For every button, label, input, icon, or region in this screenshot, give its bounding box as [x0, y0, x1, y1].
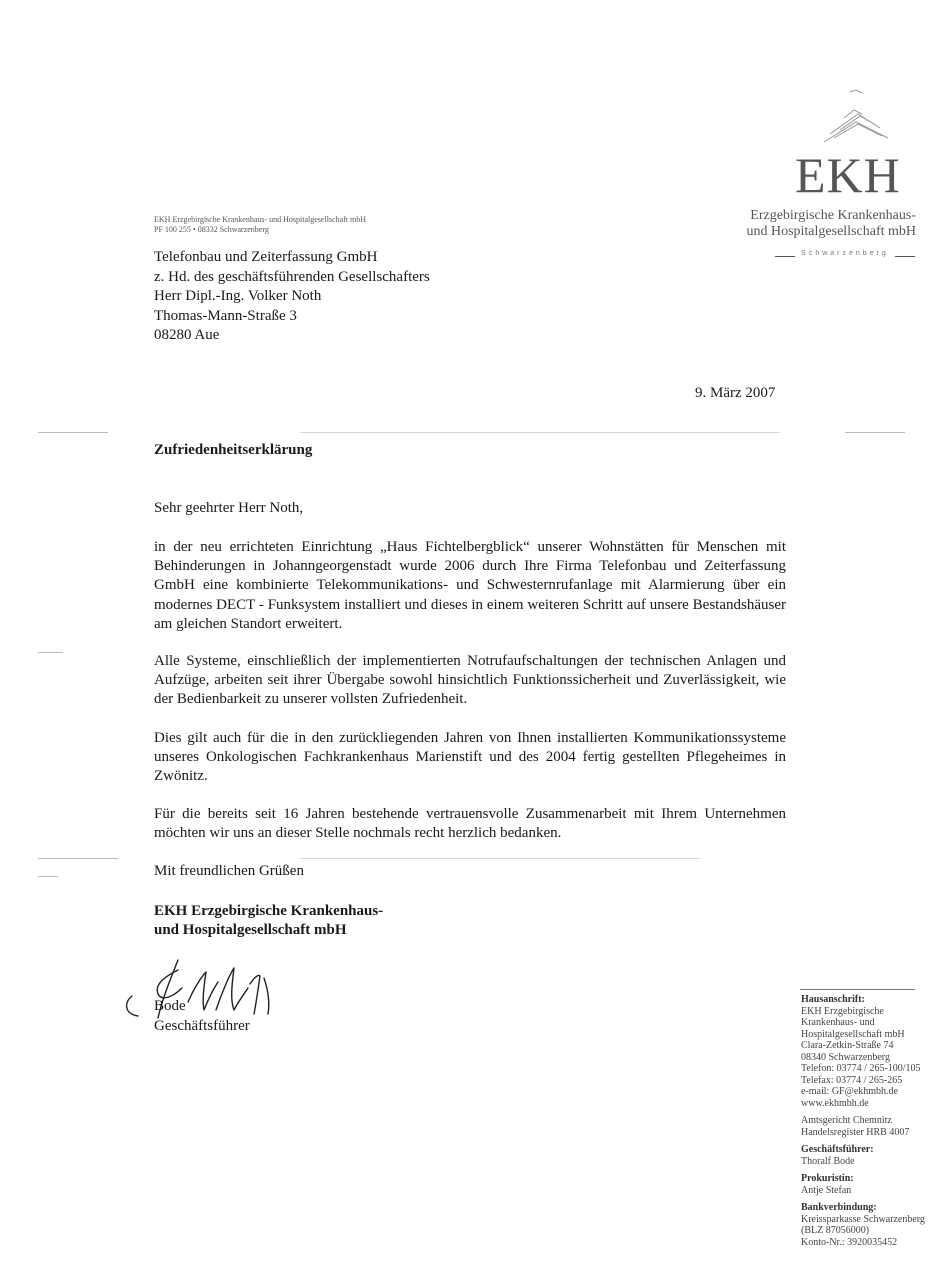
footer-website: www.ekhmbh.de	[801, 1097, 869, 1109]
body-paragraph-3: Dies gilt auch für die in den zurückliegenden Jahren von Ihnen installierten Kommunikationssysteme unseres Onkologischen Fachkrankenhaus Marienstift und des 2004 fertig gestellten Pflegeheimes in Zwönitz.	[154, 730, 786, 785]
letter-closing: Mit freundlichen Grüßen	[154, 863, 304, 879]
recipient-line: Herr Dipl.-Ing. Volker Noth	[154, 288, 322, 304]
footer-address-line: Krankenhaus- und	[801, 1017, 875, 1028]
recipient-line: Telefonbau und Zeiterfassung GmbH	[154, 249, 378, 265]
footer-prokurist-name: Antje Stefan	[801, 1184, 852, 1196]
scan-mark	[38, 432, 108, 433]
footer-address-line: Clara-Zetkin-Straße 74	[801, 1040, 894, 1051]
ekh-logo-icon	[820, 88, 900, 148]
footer-prokurist-heading: Prokuristin:	[801, 1173, 854, 1184]
footer-register-line: Handelsregister HRB 4007	[801, 1126, 910, 1138]
footer-phone: Telefon: 03774 / 265-100/105	[801, 1063, 921, 1074]
divider	[775, 256, 795, 257]
logo-text: EKH	[795, 147, 901, 203]
signer-role: Geschäftsführer	[154, 1018, 250, 1034]
scan-mark	[845, 432, 905, 433]
letter-subject: Zufriedenheitserklärung	[154, 442, 313, 458]
letterhead-company	[746, 208, 916, 240]
recipient-line: z. Hd. des geschäftsführenden Gesellschafters	[154, 268, 430, 285]
footer-address-line: 08340 Schwarzenberg	[801, 1051, 890, 1063]
footer-ceo-name: Thoralf Bode	[801, 1155, 855, 1167]
letter-salutation: Sehr geehrter Herr Noth,	[154, 500, 304, 516]
recipient-line: 08280 Aue	[154, 327, 220, 343]
signer-name: Bode	[154, 998, 186, 1014]
body-paragraph-2: Alle Systeme, einschließlich der implementierten Notrufaufschaltungen der technischen Anlagen und Aufzüge, arbeiten seit ihrer Übergabe sowohl hinsichtlich Funktionssicherheit und Zuverlässigkeit, wie der Bedienbarkeit zu unserer vollsten Zufriedenheit.	[154, 653, 786, 708]
footer-divider	[800, 989, 915, 990]
scan-mark	[300, 432, 780, 433]
signature-company-line1: EKH Erzgebirgische Krankenhaus-	[154, 903, 384, 919]
letterhead-company-line2: und Hospitalgesellschaft mbH	[746, 224, 916, 239]
sender-line1: EKH Erzgebirgische Krankenhaus- und Hospitalgesellschaft mbH	[154, 215, 367, 224]
footer-bank-heading: Bankverbindung:	[801, 1202, 877, 1213]
footer-address-line: Hospitalgesellschaft mbH	[801, 1028, 905, 1040]
footer-fax: Telefax: 03774 / 265-265	[801, 1074, 903, 1086]
footer-address-line: EKH Erzgebirgische	[801, 1005, 884, 1017]
letter-date: 9. März 2007	[695, 385, 776, 401]
footer-bank-line: Kreissparkasse Schwarzenberg	[801, 1213, 925, 1225]
footer-email: e-mail: GF@ekhmbh.de	[801, 1086, 898, 1097]
letterhead-company-line1: Erzgebirgische Krankenhaus-	[750, 208, 916, 223]
footer-address-heading: Hausanschrift:	[801, 994, 865, 1005]
divider	[895, 256, 915, 257]
letterhead-city: Schwarzenberg	[801, 250, 889, 257]
footer-ceo-heading: Geschäftsführer:	[801, 1144, 874, 1155]
letterhead-city-line	[775, 250, 915, 262]
body-paragraph-4: Für die bereits seit 16 Jahren bestehende vertrauensvolle Zusammenarbeit mit Ihrem Unternehmen möchten wir uns an dieser Stelle nochmals recht herzlich bedanken.	[154, 806, 786, 842]
sender-return-address	[154, 215, 366, 235]
footer-company-info	[801, 994, 925, 1248]
footer-bank-line: Konto-Nr.: 3920035452	[801, 1236, 898, 1248]
footer-bank-line: (BLZ 87056000)	[801, 1225, 870, 1236]
handwritten-signature-icon	[118, 930, 298, 1030]
scan-mark	[38, 876, 58, 877]
scan-mark	[300, 858, 700, 859]
scan-mark	[38, 652, 63, 653]
footer-register-line: Amtsgericht Chemnitz	[801, 1115, 892, 1126]
body-paragraph-1: in der neu errichteten Einrichtung „Haus Fichtelbergblick“ unserer Wohnstätten für Menschen mit Behinderungen in Johanngeorgenstadt wurde 2006 durch Ihre Firma Telefonbau und Zeiterfassung GmbH eine kombinierte Telekommunikations- und Schwesternrufanlage mit Alarmierung über ein modernes DECT - Funksystem installiert und dieses in einem weiteren Schritt auf unsere Bestandshäuser am gleichen Standort erweitert.	[154, 539, 786, 632]
recipient-address	[154, 248, 430, 346]
sender-line2: PF 100 255 • 08332 Schwarzenberg	[154, 225, 269, 234]
scan-mark	[38, 858, 118, 859]
recipient-line: Thomas-Mann-Straße 3	[154, 307, 297, 324]
signature-company-line2: und Hospitalgesellschaft mbH	[154, 922, 347, 938]
